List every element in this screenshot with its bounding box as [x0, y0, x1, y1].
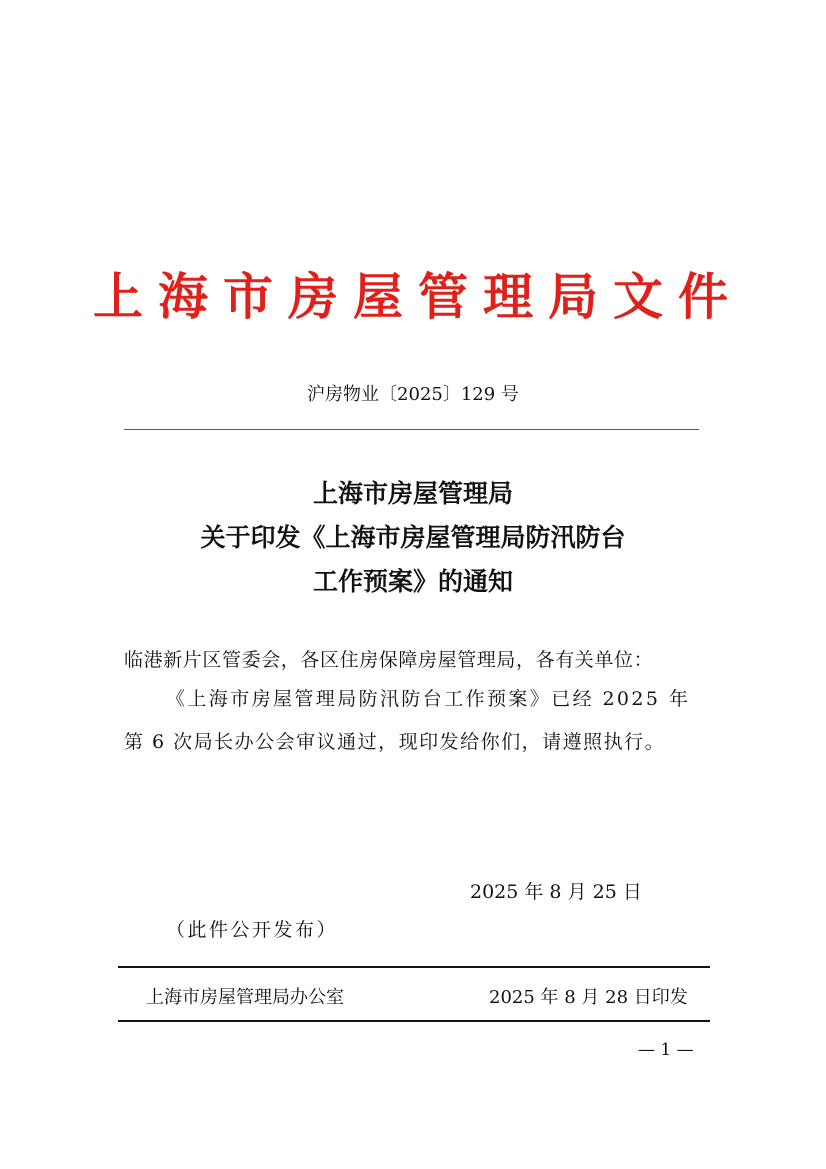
notice-title-line-1: 上海市房屋管理局: [312, 479, 513, 508]
addressee-line: 临港新片区管委会，各区住房保障房屋管理局，各有关单位：: [124, 649, 654, 671]
notice-title-line-2: 关于印发《上海市房屋管理局防汛防台: [200, 523, 626, 552]
colophon-issue-date: 2025 年 8 月 28 日印发: [489, 987, 688, 1008]
page-number: — 1 —: [638, 1040, 694, 1060]
masthead-title: 上海市房屋管理局文件: [93, 267, 743, 326]
notice-title-line-3: 工作预案》的通知: [312, 567, 513, 596]
red-separator-line: [124, 429, 699, 430]
disclosure-note: （此件公开发布）: [166, 919, 339, 941]
signature-date: 2025 年 8 月 25 日: [470, 881, 642, 903]
body-paragraph-line-1: 《上海市房屋管理局防汛防台工作预案》已经 2025 年: [166, 688, 691, 710]
document-number: 沪房物业〔2025〕129 号: [307, 384, 519, 405]
colophon-top-rule: [118, 966, 710, 968]
colophon-issuer: 上海市房屋管理局办公室: [146, 987, 344, 1008]
body-paragraph-line-2: 第 6 次局长办公会审议通过，现印发给你们，请遵照执行。: [124, 731, 666, 753]
colophon-bottom-rule: [118, 1020, 710, 1022]
